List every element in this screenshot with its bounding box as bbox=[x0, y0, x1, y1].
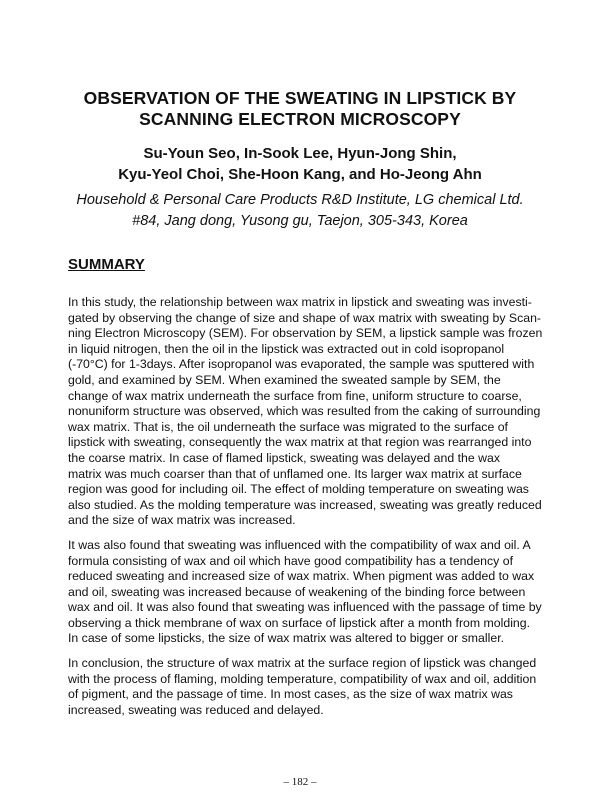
paragraph-line: and the size of wax matrix was increased. bbox=[68, 513, 296, 528]
summary-paragraph bbox=[68, 656, 538, 718]
paragraph-line: nonuniform structure was observed, which was resulted from the caking of surrounding bbox=[68, 404, 541, 419]
paragraph-line: formula consisting of wax and oil which have good compatibility has a tendency of bbox=[68, 553, 513, 568]
paragraph-line: of pigment, and the passage of time. In most cases, as the size of wax matrix was bbox=[68, 687, 513, 702]
paragraph-line: gold, and examined by SEM. When examined the sweated sample by SEM, the bbox=[68, 372, 501, 387]
author-line: Kyu-Yeol Choi, She-Hoon Kang, and Ho-Jeong Ahn bbox=[118, 166, 482, 183]
paragraph-line: lipstick with sweating, consequently the wax matrix at that region was rearranged into bbox=[68, 435, 532, 450]
paragraph-line: the coarse matrix. In case of flamed lipstick, sweating was delayed and the wax bbox=[68, 450, 500, 465]
author-line: Su-Youn Seo, In-Sook Lee, Hyun-Jong Shin, bbox=[143, 145, 457, 162]
paragraph-line: In conclusion, the structure of wax matrix at the surface region of lipstick was changed bbox=[68, 656, 537, 671]
paragraph-line: In case of some lipsticks, the size of wax matrix was altered to bigger or smaller. bbox=[68, 631, 505, 646]
paragraph-line: gated by observing the change of size and shape of wax matrix with sweating by Scan- bbox=[68, 310, 542, 325]
summary-body bbox=[68, 295, 543, 727]
paragraph-line: observing a thick membrane of wax on surface of lipstick after a month from molding. bbox=[68, 615, 531, 630]
paragraph-line: region was good for including oil. The effect of molding temperature on sweating was bbox=[68, 482, 529, 497]
paper-title bbox=[60, 88, 540, 130]
paragraph-line: matrix was much coarser than that of unflamed one. Its larger wax matrix at surface bbox=[68, 466, 522, 481]
paragraph-line: ning Electron Microscopy (SEM). For observation by SEM, a lipstick sample was frozen bbox=[68, 326, 543, 341]
paragraph-line: In this study, the relationship between wax matrix in lipstick and sweating was investi- bbox=[68, 295, 532, 309]
paragraph-line: with the process of flaming, molding temperature, compatibility of wax and oil, addition bbox=[68, 671, 537, 686]
paragraph-line: also studied. As the molding temperature was increased, sweating was greatly reduced bbox=[68, 497, 542, 512]
summary-paragraph bbox=[68, 537, 542, 647]
summary-heading: SUMMARY bbox=[68, 256, 145, 273]
page-number: – 182 – bbox=[283, 776, 317, 788]
paragraph-line: and oil, sweating was increased because of weakening of the binding force between bbox=[68, 584, 526, 599]
paragraph-line: (-70°C) for 1-3days. After isopropanol was evaporated, the sample was sputtered with bbox=[68, 357, 535, 372]
paragraph-line: increased, sweating was reduced and delayed. bbox=[68, 702, 324, 717]
paragraph-line: in liquid nitrogen, then the oil in the lipstick was extracted out in cold isopropanol bbox=[68, 341, 505, 356]
paragraph-line: reduced sweating and increased size of wax matrix. When pigment was added to wax bbox=[68, 569, 535, 584]
paragraph-line: change of wax matrix underneath the surface from fine, uniform structure to coarse, bbox=[68, 388, 522, 403]
affiliation-line: #84, Jang dong, Yusong gu, Taejon, 305-343, Korea bbox=[132, 213, 468, 229]
author-list bbox=[80, 143, 520, 185]
affiliation-line: Household & Personal Care Products R&D Institute, LG chemical Ltd. bbox=[76, 192, 524, 208]
summary-paragraph bbox=[68, 295, 543, 529]
title-line: OBSERVATION OF THE SWEATING IN LIPSTICK BY bbox=[83, 88, 517, 108]
affiliation bbox=[60, 190, 540, 232]
paragraph-line: It was also found that sweating was influenced with the compatibility of wax and oil. A bbox=[68, 537, 531, 552]
paragraph-line: wax matrix. That is, the oil underneath the surface was migrated to the surface of bbox=[68, 419, 508, 434]
title-line: SCANNING ELECTRON MICROSCOPY bbox=[139, 109, 461, 129]
paragraph-line: wax and oil. It was also found that sweating was influenced with the passage of time by bbox=[68, 600, 542, 615]
